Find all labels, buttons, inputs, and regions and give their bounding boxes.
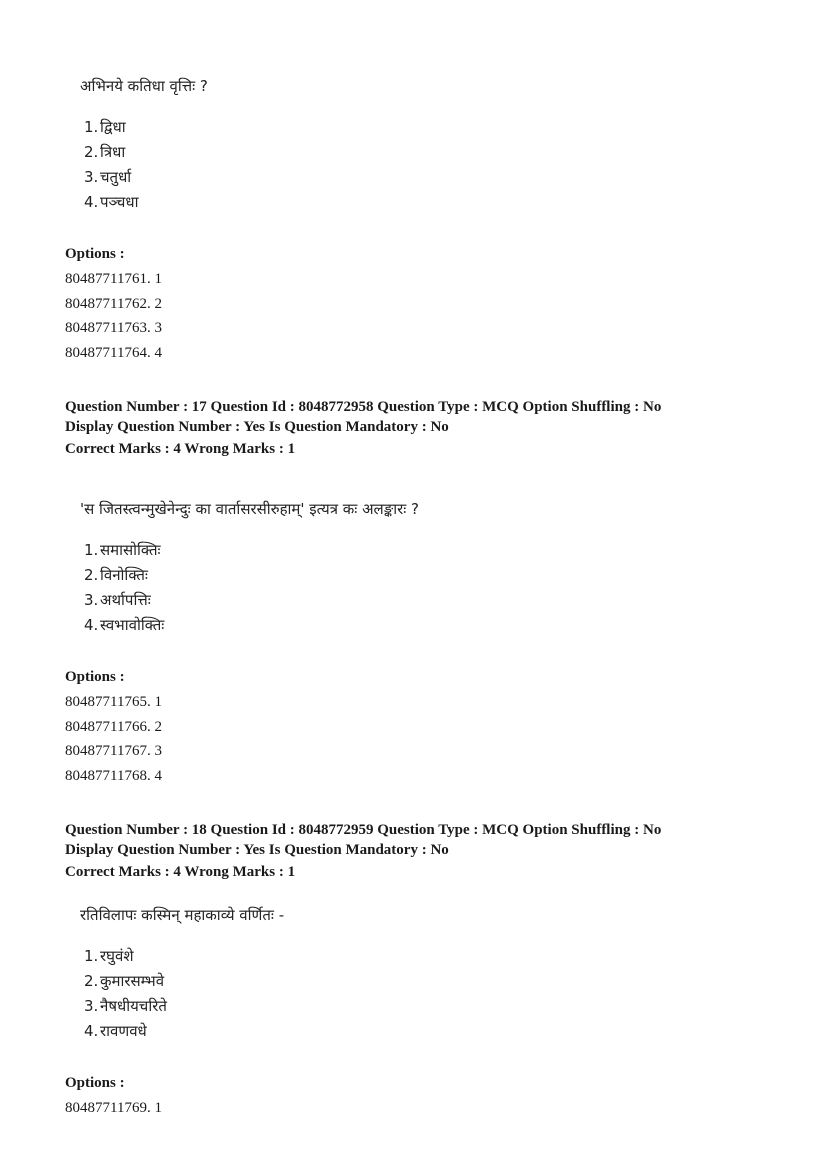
choice-item: 4.स्वभावोक्तिः [84, 616, 165, 634]
marks-line: Correct Marks : 4 Wrong Marks : 1 [65, 441, 296, 457]
meta-line: Display Question Number : Yes Is Question Mandatory : No [65, 842, 449, 858]
meta-line: Question Number : 17 Question Id : 8048772958 Question Type : MCQ Option Shuffling : No [65, 399, 662, 415]
question-meta [65, 397, 661, 459]
choice-item: 3.चतुर्धा [84, 168, 132, 186]
question-meta [65, 820, 661, 882]
options-label: Options : [65, 1075, 125, 1091]
choice-item: 1.द्विधा [84, 118, 126, 136]
option-id: 80487711767. 3 [65, 743, 162, 759]
option-id: 80487711765. 1 [65, 694, 162, 710]
option-id-list [65, 690, 162, 788]
choice-item: 2.विनोक्तिः [84, 566, 148, 584]
options-label: Options : [65, 246, 125, 262]
choice-list [84, 115, 138, 215]
option-id-list [65, 1096, 162, 1121]
choice-item: 1.समासोक्तिः [84, 541, 161, 559]
choice-item: 3.अर्थापत्तिः [84, 591, 151, 609]
choice-item: 1.रघुवंशे [84, 947, 134, 965]
meta-line: Display Question Number : Yes Is Question Mandatory : No [65, 419, 449, 435]
choice-list [84, 538, 164, 638]
question-text: रतिविलापः कस्मिन् महाकाव्ये वर्णितः - [80, 906, 285, 924]
choice-item: 2.कुमारसम्भवे [84, 972, 165, 990]
question-text: अभिनये कतिधा वृत्तिः ? [80, 77, 208, 95]
choice-item: 4.रावणवधे [84, 1022, 147, 1040]
meta-line: Question Number : 18 Question Id : 8048772959 Question Type : MCQ Option Shuffling : No [65, 822, 662, 838]
choice-item: 2.त्रिधा [84, 143, 126, 161]
choice-list [84, 944, 167, 1044]
option-id: 80487711766. 2 [65, 718, 162, 735]
choice-item: 3.नैषधीयचरिते [84, 997, 167, 1015]
option-id: 80487711761. 1 [65, 271, 162, 287]
option-id: 80487711762. 2 [65, 295, 162, 312]
option-id-list [65, 267, 162, 365]
choice-item: 4.पञ्चधा [84, 193, 139, 211]
options-label: Options : [65, 669, 125, 685]
option-id: 80487711768. 4 [65, 767, 162, 784]
question-text: 'स जितस्त्वन्मुखेनेन्दुः का वार्तासरसीरुहाम्' इत्यत्र कः अलङ्कारः ? [80, 500, 419, 518]
option-id: 80487711769. 1 [65, 1100, 162, 1116]
option-id: 80487711763. 3 [65, 320, 162, 336]
marks-line: Correct Marks : 4 Wrong Marks : 1 [65, 864, 296, 880]
option-id: 80487711764. 4 [65, 344, 162, 361]
